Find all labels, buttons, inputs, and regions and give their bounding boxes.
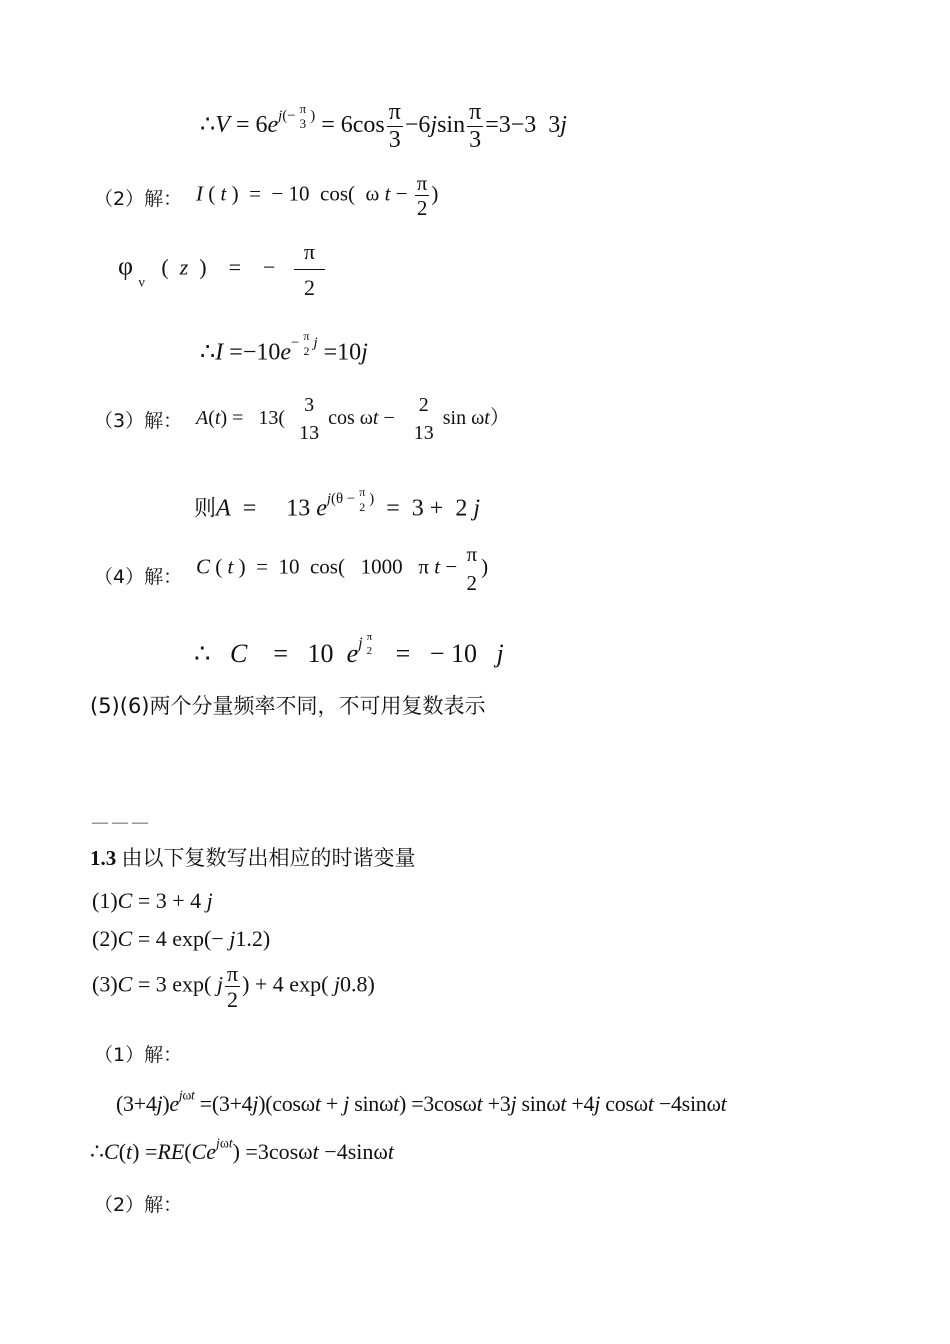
ct-result-equation: ∴C(t) $=RE(Ce^{j\omega t}) =3\cos\omega t -4\sin\omega t$ bbox=[90, 1135, 394, 1164]
problem-number: 1.3 bbox=[90, 846, 117, 870]
c-t-equation: C ( t ) = 10 cos( 1000 π t − π 2 ) bbox=[196, 542, 489, 596]
solution-3-label: （3）解： bbox=[94, 410, 183, 432]
expansion-equation: $(3+4j)e^{j\omega t} =(3+4j)(\cos\omega t + j$ sinωt) =3cosωt +3j sinωt +4j cosωt −4sinωt bbox=[116, 1087, 727, 1116]
phi-equation: φ $_\nu$ ( z ) = − $\frac{\pi}{2}$ bbox=[118, 240, 327, 299]
a-t-equation: A(t) = 13( 3 13 cos ωt − 2 13 sin ωt） bbox=[196, 394, 510, 444]
solution-1-label: （1）解： bbox=[94, 1044, 183, 1066]
problem-part-2: (2)C = 4 exp(− j1.2) bbox=[92, 926, 271, 951]
solution-2b-label: （2）解： bbox=[94, 1194, 183, 1216]
note-5-6: (5)(6)两个分量频率不同，不可用复数表示 bbox=[90, 694, 486, 718]
i-t-equation: I ( t ) = − 10 cos( ω t − $\frac{\pi}{2}$ ) bbox=[196, 171, 439, 221]
v-result-equation: ∴V = $6e^{j(- \pi 3 )} = 6\cos$ $\frac{\pi}{3}$ −6jsin $\frac{\pi}{3}$ =3−3 3j bbox=[200, 99, 567, 154]
problem-1-3-header bbox=[90, 848, 416, 869]
c-result-equation: ∴ C = 10 $e^{j \pi 2}$ = − 10 j bbox=[194, 631, 504, 668]
problem-part-3: (3)C = 3 exp( j $\frac{\pi}{2}$ ) + 4 exp( j0.8) bbox=[92, 961, 375, 1013]
a-result-equation: 则A = 13 $e^{j(\theta - \pi 2 )} = 3 + 2$ j bbox=[194, 485, 480, 522]
section-separator: ——— bbox=[92, 814, 152, 831]
i-result-equation: ∴I $=-10e^{- \pi 2 j} =10j$ bbox=[200, 329, 368, 366]
solution-4-label: （4）解： bbox=[94, 566, 183, 588]
problem-title: 由以下复数写出相应的时谐变量 bbox=[121, 846, 416, 870]
solution-2-label: （2）解： bbox=[94, 188, 183, 210]
problem-part-1: (1)C = 3 + 4 j bbox=[92, 888, 213, 913]
